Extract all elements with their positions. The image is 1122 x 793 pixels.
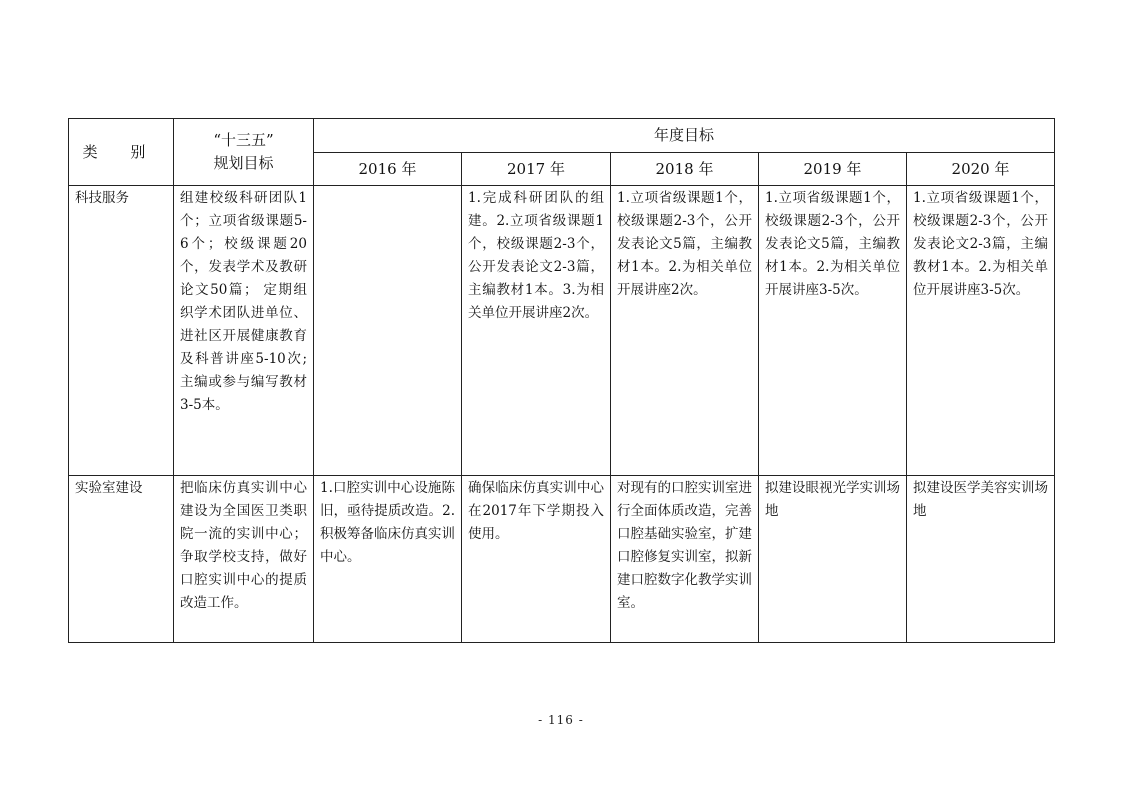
plan-header-line-2: 规划目标 [213, 154, 274, 172]
plan-header-line-1: “十三五” [213, 131, 274, 149]
row-goal-2017: 确保临床仿真实训中心在2017年下学期投入使用。 [462, 476, 611, 643]
category-header: 类 别 [69, 119, 174, 186]
row-plan-goal: 组建校级科研团队1个；立项省级课题5-6个；校级课题20个，发表学术及教研论文50篇； 定期组织学术团队进单位、进社区开展健康教育及科普讲座5-10次;主编或参与编写教材3-5本。 [174, 186, 314, 476]
page-number: - 116 - [538, 713, 584, 727]
row-goal-2017: 1.完成科研团队的组建。2.立项省级课题1个，校级课题2-3个，公开发表论文2-3篇，主编教材1本。3.为相关单位开展讲座2次。 [462, 186, 611, 476]
row-goal-2016: 1.口腔实训中心设施陈旧，亟待提质改造。2.积极筹备临床仿真实训中心。 [314, 476, 462, 643]
header-row-1 [69, 119, 1055, 153]
row-goal-2019: 1.立项省级课题1个，校级课题2-3个，公开发表论文5篇，主编教材1本。2.为相关单位开展讲座3-5次。 [759, 186, 907, 476]
row-goal-2019: 拟建设眼视光学实训场地 [759, 476, 907, 643]
annual-plan-table [68, 118, 1055, 643]
year-header-2018: 2018 年 [611, 153, 759, 186]
row-plan-goal: 把临床仿真实训中心建设为全国医卫类职院一流的实训中心；争取学校支持，做好口腔实训中心的提质改造工作。 [174, 476, 314, 643]
row-goal-2020: 1.立项省级课题1个，校级课题2-3个，公开发表论文2-3篇，主编教材1本。2.为相关单位开展讲座3-5次。 [907, 186, 1055, 476]
row-goal-2020: 拟建设医学美容实训场地 [907, 476, 1055, 643]
year-header-2016: 2016 年 [314, 153, 462, 186]
row-category: 实验室建设 [69, 476, 174, 643]
year-header-2019: 2019 年 [759, 153, 907, 186]
row-goal-2018: 对现有的口腔实训室进行全面体质改造，完善口腔基础实验室，扩建口腔修复实训室，拟新建口腔数字化教学实训室。 [611, 476, 759, 643]
annual-goal-header: 年度目标 [314, 119, 1055, 153]
row-goal-2016 [314, 186, 462, 476]
row-goal-2018: 1.立项省级课题1个，校级课题2-3个，公开发表论文5篇，主编教材1本。2.为相关单位开展讲座2次。 [611, 186, 759, 476]
plan-goal-header [174, 119, 314, 186]
table-row [69, 476, 1055, 643]
year-header-2017: 2017 年 [462, 153, 611, 186]
table-row [69, 186, 1055, 476]
row-category: 科技服务 [69, 186, 174, 476]
year-header-2020: 2020 年 [907, 153, 1055, 186]
